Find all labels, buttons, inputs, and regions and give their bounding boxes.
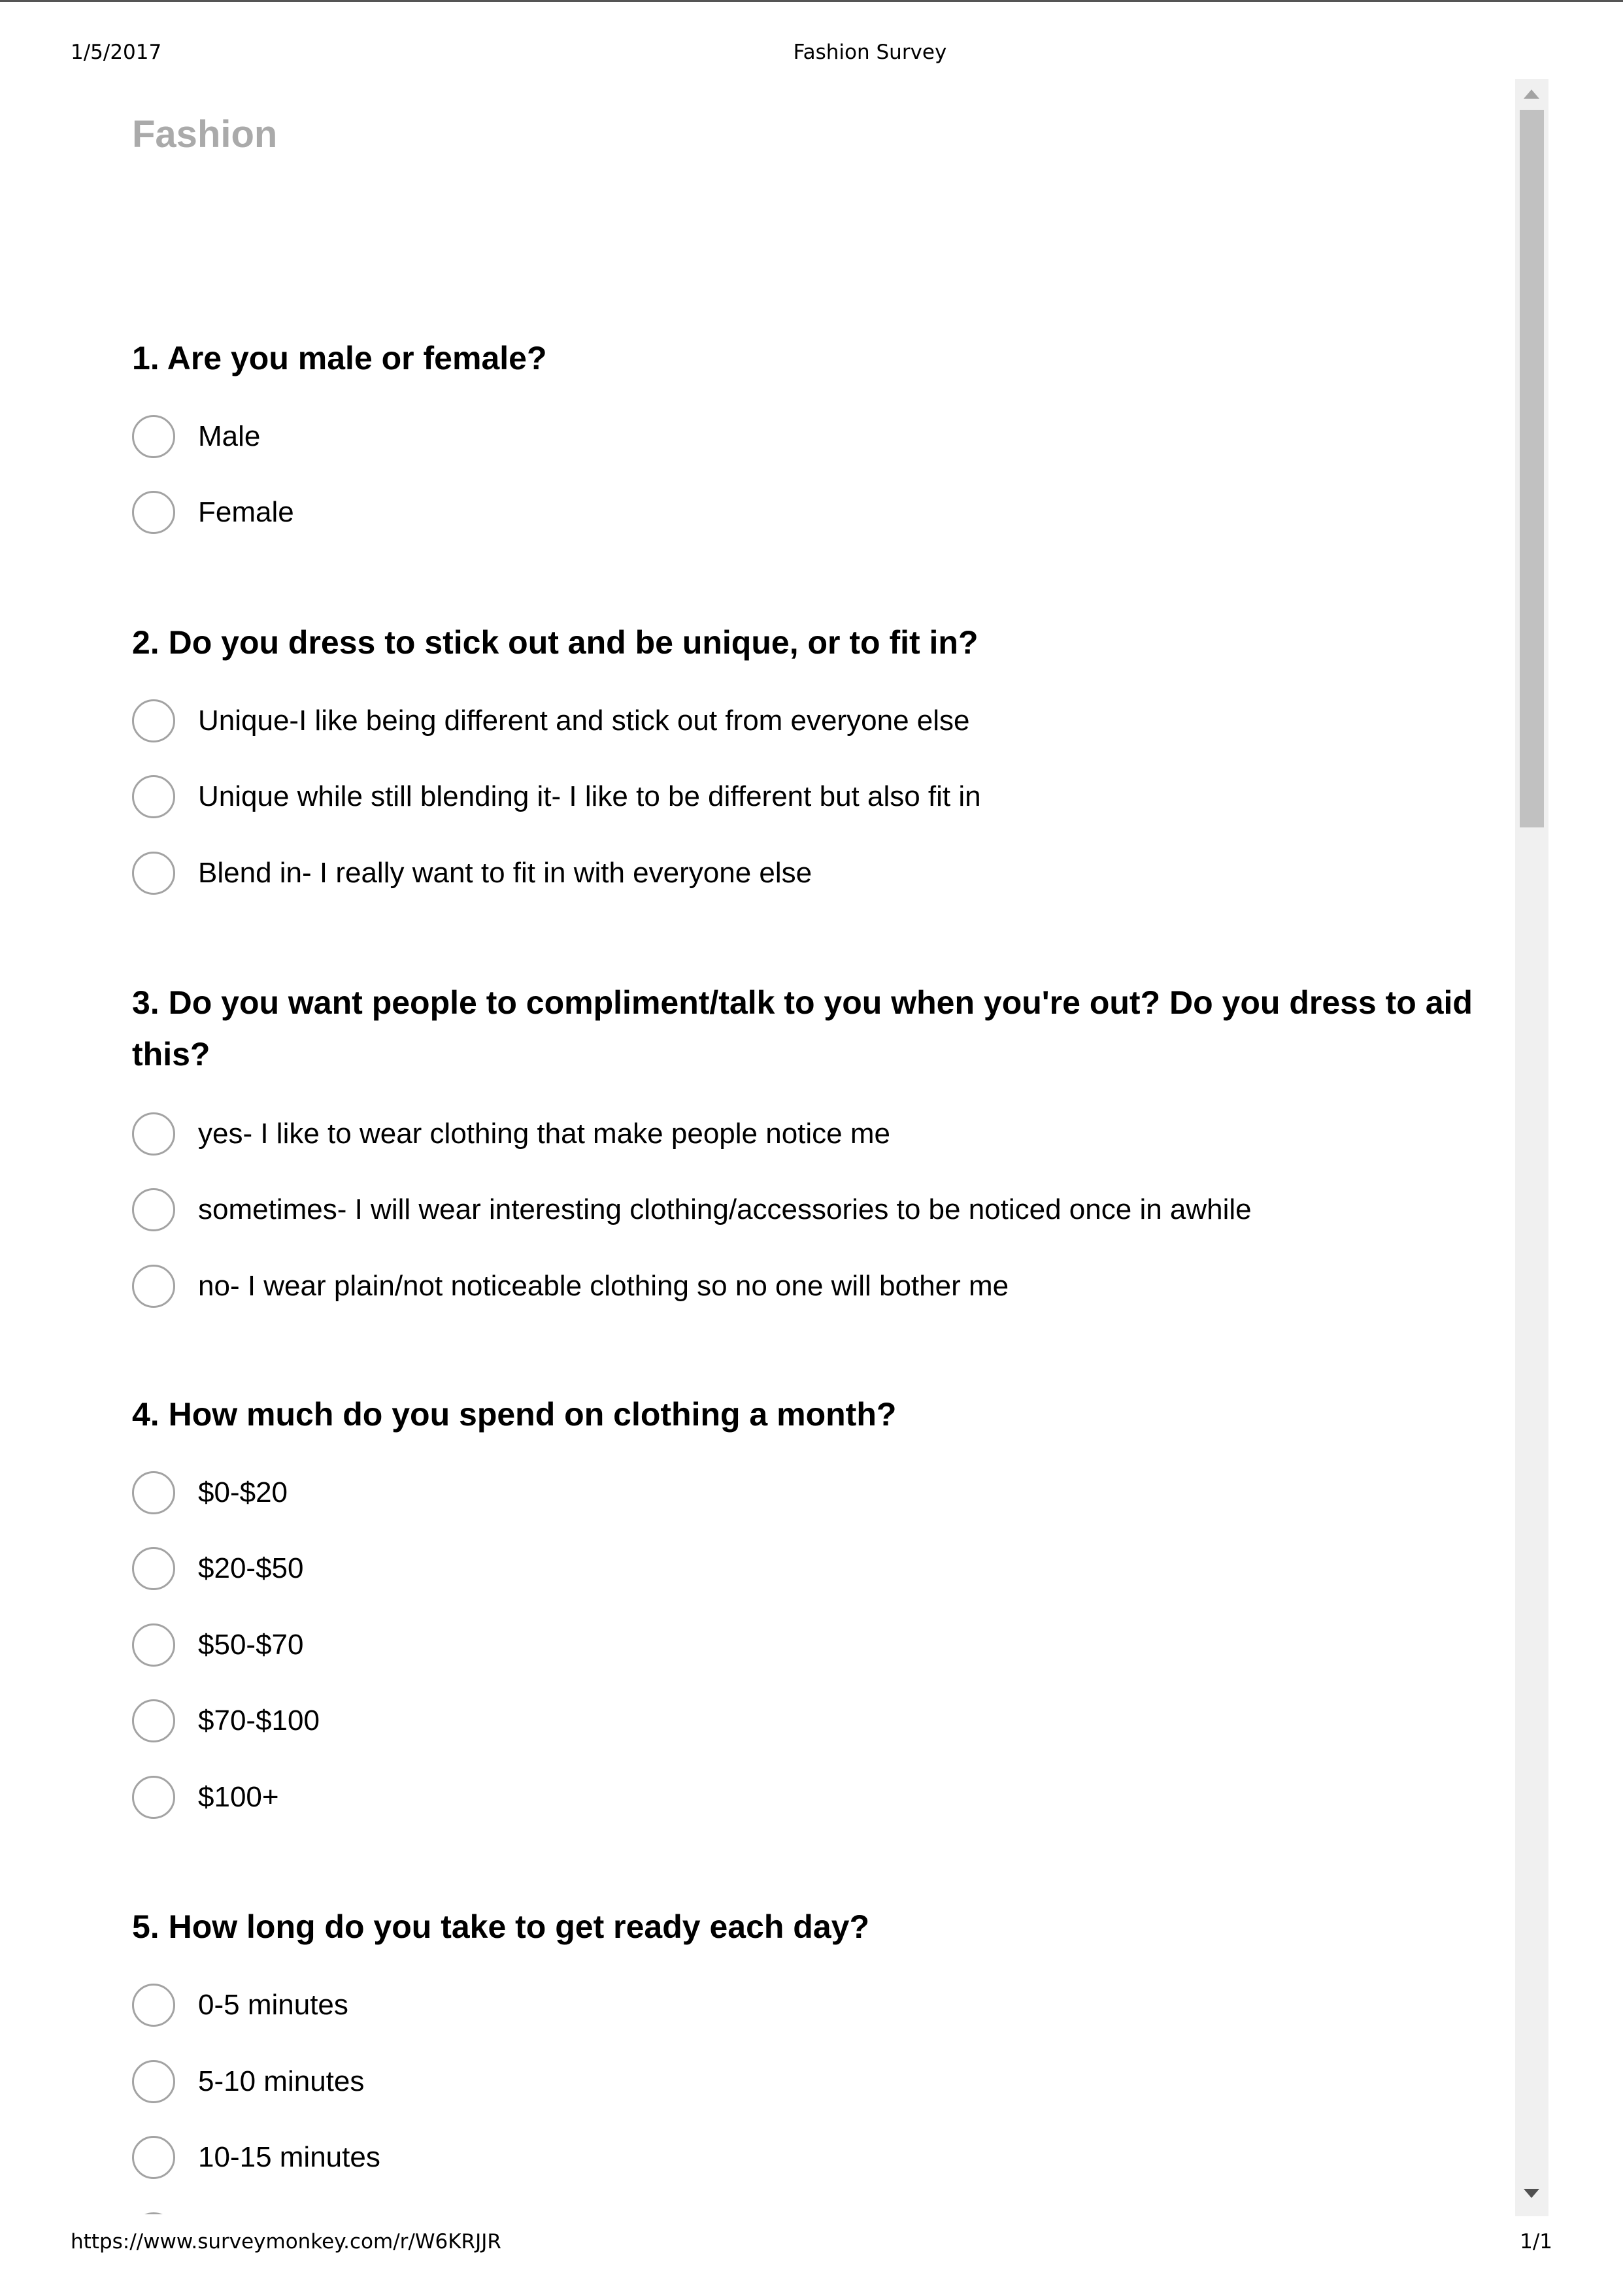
question-3-option-sometimes[interactable]: [132, 1188, 1252, 1231]
print-header-title: Fashion Survey: [793, 41, 947, 64]
question-4-option-20-50[interactable]: [132, 1547, 303, 1590]
radio-button-icon[interactable]: [132, 1699, 175, 1742]
scroll-up-arrow-icon[interactable]: [1524, 90, 1539, 99]
option-label: Male: [198, 420, 261, 452]
radio-button-icon[interactable]: [132, 2212, 175, 2214]
question-4-heading: 4. How much do you spend on clothing a month?: [132, 1396, 897, 1433]
option-label: $50-$70: [198, 1629, 304, 1661]
option-label: $70-$100: [198, 1705, 320, 1737]
option-label: $100+: [198, 1781, 279, 1813]
question-5-option-10-15-min[interactable]: [132, 2136, 380, 2179]
question-1-option-female[interactable]: [132, 491, 294, 534]
question-1-heading: 1. Are you male or female?: [132, 340, 547, 376]
question-4-option-70-100[interactable]: [132, 1699, 320, 1742]
question-2-option-blend-in[interactable]: [132, 852, 812, 895]
scrollbar-thumb[interactable]: [1520, 110, 1544, 827]
question-3-heading: 3. Do you want people to compliment/talk to you when you're out? Do you dress to aid this?: [132, 984, 1473, 1073]
radio-button-icon[interactable]: [132, 1984, 175, 2027]
radio-button-icon[interactable]: [132, 2136, 175, 2179]
question-5-option-5-10-min[interactable]: [132, 2060, 364, 2103]
scroll-down-arrow-icon[interactable]: [1524, 2189, 1539, 2198]
print-footer-url: https://www.surveymonkey.com/r/W6KRJJR: [71, 2230, 501, 2254]
radio-button-icon[interactable]: [132, 699, 175, 742]
page-top-border: [0, 0, 1623, 2]
radio-button-icon[interactable]: [132, 852, 175, 895]
option-label: sometimes- I will wear interesting clothing/accessories to be noticed once in awhile: [198, 1193, 1252, 1225]
radio-button-icon[interactable]: [132, 1112, 175, 1156]
question-3-option-no[interactable]: [132, 1265, 1009, 1308]
option-label: Unique-I like being different and stick out from everyone else: [198, 705, 970, 737]
survey-viewport: [0, 79, 1515, 2214]
radio-button-icon[interactable]: [132, 1471, 175, 1514]
option-label: yes- I like to wear clothing that make people notice me: [198, 1118, 890, 1150]
option-label: 10-15 minutes: [198, 2141, 380, 2173]
option-label: $20-$50: [198, 1552, 304, 1584]
survey-title: Fashion: [132, 113, 278, 156]
question-5-heading: 5. How long do you take to get ready each day?: [132, 1908, 870, 1945]
radio-button-icon[interactable]: [132, 1188, 175, 1231]
radio-button-icon[interactable]: [132, 415, 175, 458]
question-5-option-clipped[interactable]: [132, 2212, 198, 2214]
option-label: 0-5 minutes: [198, 1989, 348, 2021]
question-2-option-unique[interactable]: [132, 699, 970, 742]
question-3-option-yes[interactable]: [132, 1112, 890, 1156]
option-label: 5-10 minutes: [198, 2065, 365, 2097]
radio-button-icon[interactable]: [132, 491, 175, 534]
radio-button-icon[interactable]: [132, 1265, 175, 1308]
question-1-option-male[interactable]: [132, 415, 260, 458]
question-4-option-50-70[interactable]: [132, 1623, 303, 1667]
radio-button-icon[interactable]: [132, 1623, 175, 1667]
radio-button-icon[interactable]: [132, 1776, 175, 1819]
radio-button-icon[interactable]: [132, 2060, 175, 2103]
print-header-date: 1/5/2017: [71, 41, 162, 64]
question-4-option-0-20[interactable]: [132, 1471, 288, 1514]
question-4-option-100-plus[interactable]: [132, 1776, 279, 1819]
option-label: no- I wear plain/not noticeable clothing so no one will bother me: [198, 1270, 1009, 1302]
option-label: $0-$20: [198, 1476, 288, 1508]
option-label: Blend in- I really want to fit in with everyone else: [198, 857, 812, 889]
question-2-heading: 2. Do you dress to stick out and be unique, or to fit in?: [132, 624, 979, 661]
vertical-scrollbar[interactable]: [1515, 79, 1548, 2216]
option-label: Unique while still blending it- I like to be different but also fit in: [198, 780, 981, 812]
question-2-option-unique-blending[interactable]: [132, 775, 981, 818]
question-5-option-0-5-min[interactable]: [132, 1984, 348, 2027]
option-label: Female: [198, 496, 294, 528]
radio-button-icon[interactable]: [132, 775, 175, 818]
radio-button-icon[interactable]: [132, 1547, 175, 1590]
print-footer-page-number: 1/1: [1520, 2230, 1552, 2254]
